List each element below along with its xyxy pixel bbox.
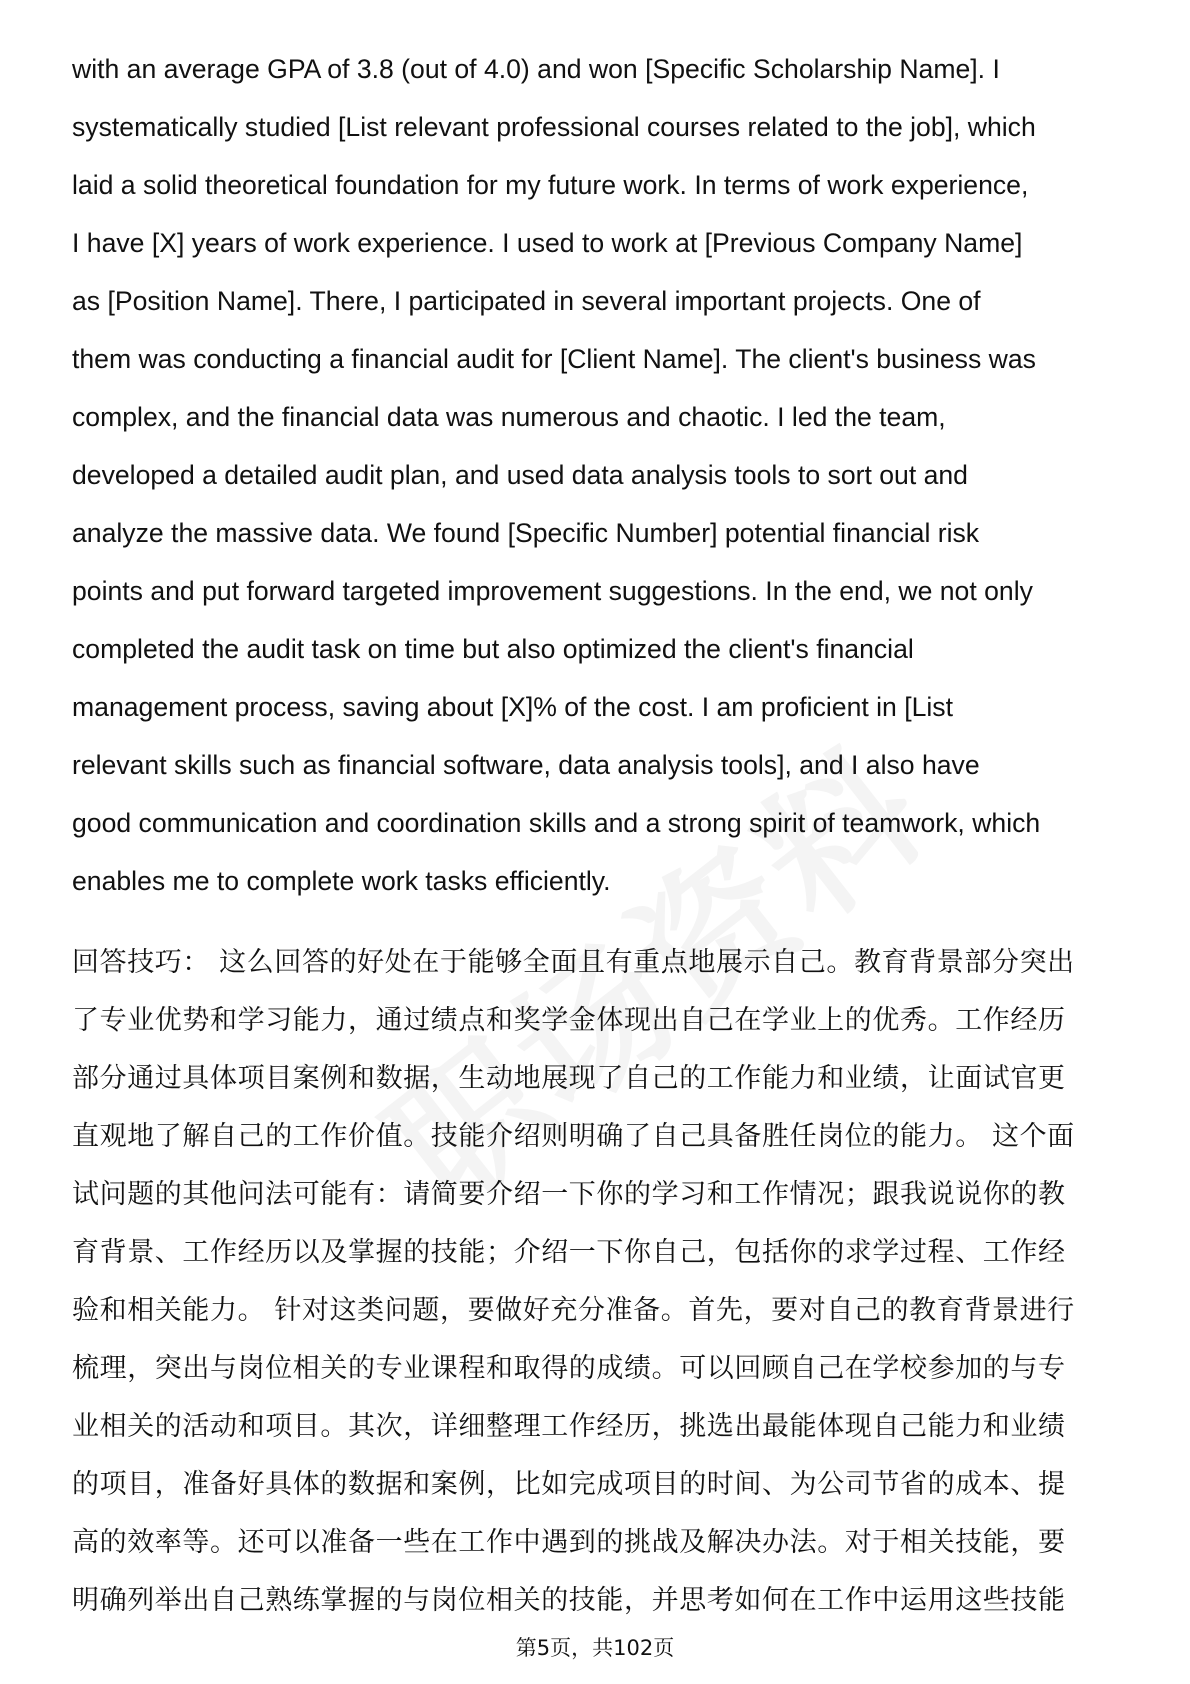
text-line: 业相关的活动和项目。其次，详细整理工作经历，挑选出最能体现自己能力和业绩 (72, 1411, 1066, 1442)
text-line: complex, and the financial data was numerous and chaotic. I led the team, (72, 402, 946, 432)
text-line: points and put forward targeted improvement suggestions. In the end, we not only (72, 576, 1033, 606)
text-line: 明确列举出自己熟练掌握的与岗位相关的技能，并思考如何在工作中运用这些技能 (72, 1585, 1066, 1616)
text-line: laid a solid theoretical foundation for my future work. In terms of work experience, (72, 170, 1029, 200)
text-line: 梳理，突出与岗位相关的专业课程和取得的成绩。可以回顾自己在学校参加的与专 (72, 1353, 1066, 1384)
text-line: management process, saving about [X]% of the cost. I am proficient in [List (72, 692, 953, 722)
text-line: 回答技巧： 这么回答的好处在于能够全面且有重点地展示自己。教育背景部分突出 (72, 947, 1075, 978)
page-number-footer: 第5页，共102页 (515, 1636, 675, 1660)
answer-tips-paragraph (72, 934, 1132, 1630)
text-line: with an average GPA of 3.8 (out of 4.0) and won [Specific Scholarship Name]. I (72, 54, 1000, 84)
text-line: 直观地了解自己的工作价值。技能介绍则明确了自己具备胜任岗位的能力。 这个面 (72, 1121, 1075, 1152)
text-line: developed a detailed audit plan, and used data analysis tools to sort out and (72, 460, 968, 490)
text-line: analyze the massive data. We found [Specific Number] potential financial risk (72, 518, 980, 548)
text-line: 了专业优势和学习能力，通过绩点和奖学金体现出自己在学业上的优秀。工作经历 (72, 1005, 1066, 1036)
text-line: 高的效率等。还可以准备一些在工作中遇到的挑战及解决办法。对于相关技能，要 (72, 1527, 1066, 1558)
text-line: 试问题的其他问法可能有：请简要介绍一下你的学习和工作情况；跟我说说你的教 (72, 1179, 1066, 1210)
text-line: 的项目，准备好具体的数据和案例，比如完成项目的时间、为公司节省的成本、提 (72, 1469, 1066, 1500)
text-line: 部分通过具体项目案例和数据，生动地展现了自己的工作能力和业绩，让面试官更 (72, 1063, 1066, 1094)
english-answer-paragraph (72, 40, 1132, 910)
text-line: 育背景、工作经历以及掌握的技能；介绍一下你自己，包括你的求学过程、工作经 (72, 1237, 1066, 1268)
text-line: systematically studied [List relevant professional courses related to the job], which (72, 112, 1036, 142)
page-content (72, 40, 1132, 1630)
text-line: completed the audit task on time but also optimized the client's financial (72, 634, 914, 664)
text-line: I have [X] years of work experience. I used to work at [Previous Company Name] (72, 228, 1023, 258)
text-line: relevant skills such as financial software, data analysis tools], and I also have (72, 750, 980, 780)
text-line: 验和相关能力。 针对这类问题，要做好充分准备。首先，要对自己的教育背景进行 (72, 1295, 1075, 1326)
text-line: as [Position Name]. There, I participated in several important projects. One of (72, 286, 981, 316)
text-line: them was conducting a financial audit for [Client Name]. The client's business was (72, 344, 1036, 374)
text-line: enables me to complete work tasks efficiently. (72, 866, 611, 896)
text-line: good communication and coordination skills and a strong spirit of teamwork, which (72, 808, 1041, 838)
